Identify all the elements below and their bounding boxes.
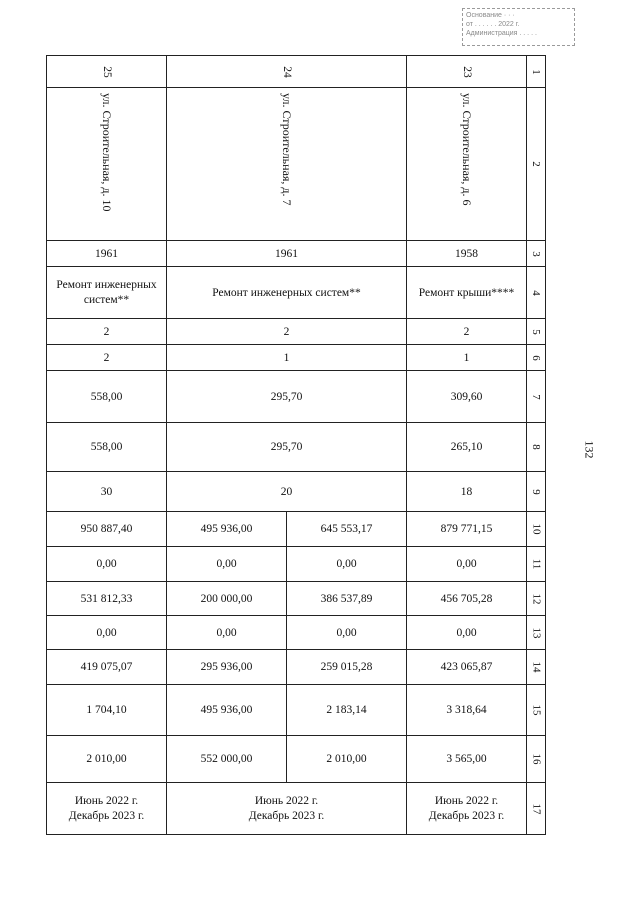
table-row [47, 547, 546, 582]
table-cell: 295,70 [167, 423, 407, 472]
table-row [47, 345, 546, 371]
table-cell: 495 936,00 [167, 685, 287, 736]
table-cell: Ремонт инженерных систем** [47, 267, 167, 319]
object-number: 23 [460, 65, 473, 78]
row-number-cell: 5 [527, 319, 546, 345]
table-row [47, 267, 546, 319]
table-row [47, 319, 546, 345]
table-cell: 3 565,00 [407, 736, 527, 783]
table-cell: 950 887,40 [47, 512, 167, 547]
table-cell [167, 88, 407, 241]
table-cell: 1958 [407, 241, 527, 267]
row-number-cell: 1 [527, 56, 546, 88]
row-number-cell: 7 [527, 371, 546, 423]
approval-stamp [462, 8, 575, 46]
table-cell: 0,00 [47, 547, 167, 582]
table-cell: 295,70 [167, 371, 407, 423]
row-number-cell: 10 [527, 512, 546, 547]
table-cell: 1 [407, 345, 527, 371]
table-row [47, 88, 546, 241]
table-cell: Ремонт инженерных систем** [167, 267, 407, 319]
table-cell: 18 [407, 472, 527, 512]
table-cell: 495 936,00 [167, 512, 287, 547]
table-row [47, 736, 546, 783]
address-label: ул. Строительная, д. 6 [460, 92, 474, 206]
table-cell: 259 015,28 [287, 650, 407, 685]
table-row [47, 371, 546, 423]
table-row [47, 56, 546, 88]
table-cell: 552 000,00 [167, 736, 287, 783]
table-cell: 0,00 [407, 547, 527, 582]
table-cell: 1 704,10 [47, 685, 167, 736]
table-cell: 2 183,14 [287, 685, 407, 736]
row-number-cell: 9 [527, 472, 546, 512]
table-cell: 1961 [167, 241, 407, 267]
table-cell: 0,00 [167, 547, 287, 582]
table-cell: 0,00 [47, 616, 167, 650]
table-cell [407, 56, 527, 88]
row-number-cell: 8 [527, 423, 546, 472]
table-cell: 2 [167, 319, 407, 345]
table-cell: 386 537,89 [287, 582, 407, 616]
row-number-cell: 12 [527, 582, 546, 616]
row-number-cell: 16 [527, 736, 546, 783]
stamp-line: Администрация . . . . . [466, 30, 537, 37]
table-cell [47, 56, 167, 88]
table-cell: 2 010,00 [47, 736, 167, 783]
row-number-cell: 2 [527, 88, 546, 241]
table-cell: 2 [407, 319, 527, 345]
table-cell: 423 065,87 [407, 650, 527, 685]
table-row [47, 650, 546, 685]
table-cell: Ремонт крыши**** [407, 267, 527, 319]
table-cell: 456 705,28 [407, 582, 527, 616]
end-date: Декабрь 2023 г. [428, 809, 505, 822]
stamp-line: от . . . . . . 2022 г. [466, 21, 520, 28]
table-cell: 2 [47, 319, 167, 345]
table-cell: 309,60 [407, 371, 527, 423]
table-row [47, 685, 546, 736]
table-cell [407, 88, 527, 241]
table-cell: 645 553,17 [287, 512, 407, 547]
end-date: Декабрь 2023 г. [68, 809, 145, 822]
table-cell: 0,00 [167, 616, 287, 650]
table-cell [47, 88, 167, 241]
page-number: 132 [582, 440, 597, 459]
table-cell: 2 010,00 [287, 736, 407, 783]
table-cell: 1961 [47, 241, 167, 267]
table-cell: 2 [47, 345, 167, 371]
row-number-cell: 6 [527, 345, 546, 371]
table-cell: 531 812,33 [47, 582, 167, 616]
table-row [47, 472, 546, 512]
table-cell: 1 [167, 345, 407, 371]
start-date: Июнь 2022 г. [254, 794, 319, 807]
table-cell: 200 000,00 [167, 582, 287, 616]
row-number-cell: 4 [527, 267, 546, 319]
table-row [47, 582, 546, 616]
table-cell: 558,00 [47, 423, 167, 472]
table-row [47, 241, 546, 267]
table-cell: 419 075,07 [47, 650, 167, 685]
table-row [47, 783, 546, 835]
row-number-cell: 3 [527, 241, 546, 267]
start-date: Июнь 2022 г. [434, 794, 499, 807]
table-row [47, 512, 546, 547]
row-number-cell: 15 [527, 685, 546, 736]
table-cell: 20 [167, 472, 407, 512]
table-cell: 3 318,64 [407, 685, 527, 736]
row-number-cell: 11 [527, 547, 546, 582]
table-cell [407, 783, 527, 835]
start-date: Июнь 2022 г. [74, 794, 139, 807]
table-cell [47, 783, 167, 835]
table-row [47, 423, 546, 472]
table-cell: 0,00 [287, 616, 407, 650]
table-cell [167, 783, 407, 835]
end-date: Декабрь 2023 г. [248, 809, 325, 822]
row-number-cell: 14 [527, 650, 546, 685]
table-cell: 295 936,00 [167, 650, 287, 685]
table-row [47, 616, 546, 650]
address-label: ул. Строительная, д. 10 [100, 92, 114, 212]
object-number: 24 [280, 65, 293, 78]
table-cell [167, 56, 407, 88]
table-cell: 558,00 [47, 371, 167, 423]
stamp-line: Основание · · · [466, 12, 515, 19]
table-cell: 265,10 [407, 423, 527, 472]
repair-schedule-table [46, 55, 546, 835]
address-label: ул. Строительная, д. 7 [280, 92, 294, 206]
table-cell: 879 771,15 [407, 512, 527, 547]
table-cell: 0,00 [287, 547, 407, 582]
row-number-cell: 13 [527, 616, 546, 650]
table-cell: 30 [47, 472, 167, 512]
row-number-cell: 17 [527, 783, 546, 835]
table-cell: 0,00 [407, 616, 527, 650]
object-number: 25 [100, 65, 113, 78]
